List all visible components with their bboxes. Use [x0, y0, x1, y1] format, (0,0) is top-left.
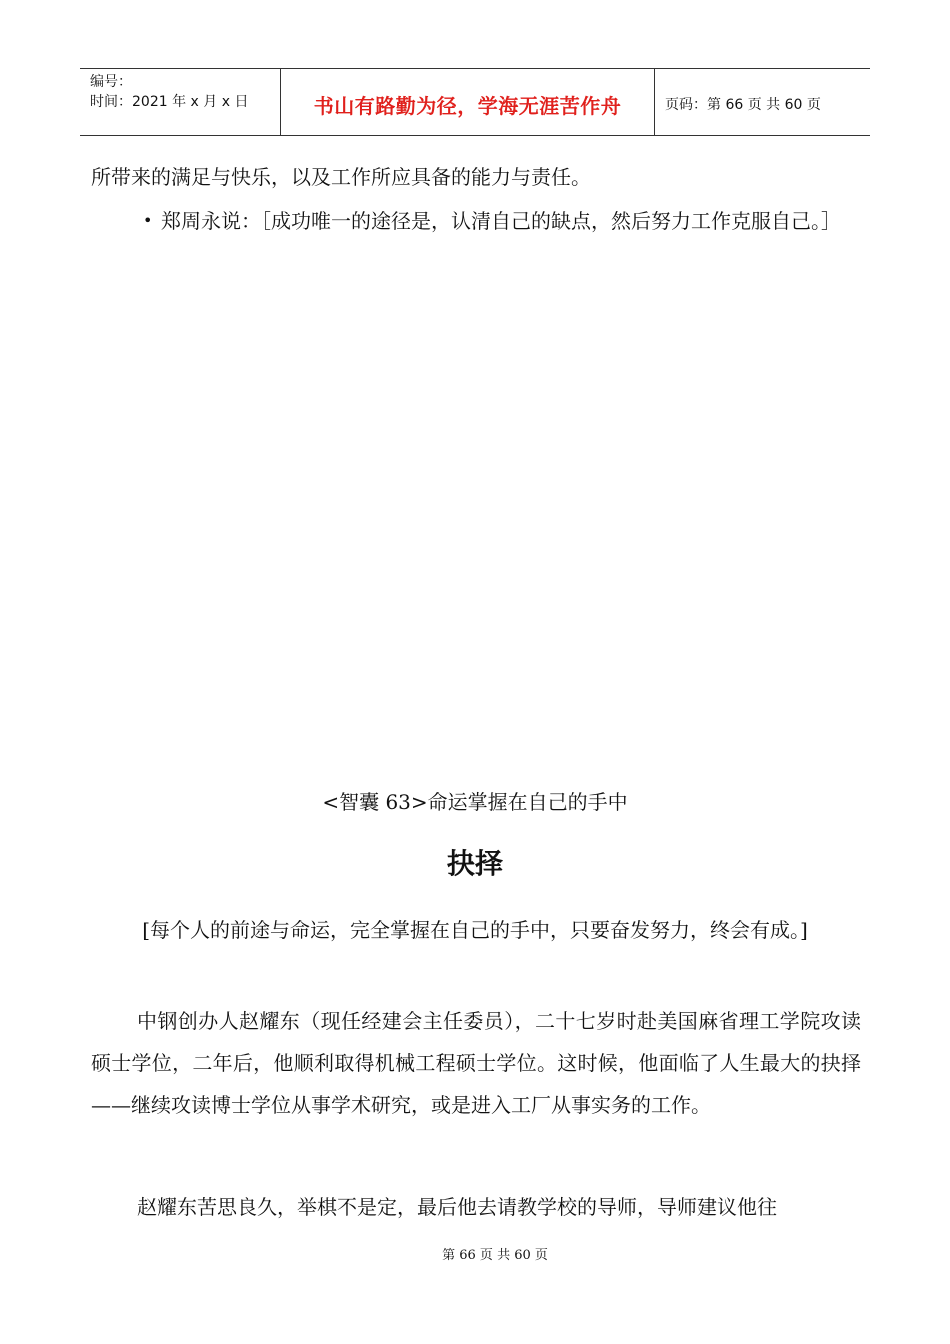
quote-bullet-item — [143, 200, 863, 242]
header-motto: 书山有路勤为径，学海无涯苦作舟 — [281, 69, 655, 135]
bullet-icon: • — [143, 211, 153, 230]
page-footer: 第 66 页 共 60 页 — [442, 1248, 548, 1263]
continuation-paragraph: 所带来的满足与快乐，以及工作所应具备的能力与责任。 — [91, 165, 591, 189]
section-label: <智囊 63>命运掌握在自己的手中 — [322, 790, 628, 814]
article-paragraph-2: 赵耀东苦思良久，举棋不是定，最后他去请教学校的导师，导师建议他往 — [137, 1195, 777, 1219]
document-date: 时间：2021 年 x 月 x 日 — [90, 94, 249, 110]
article-title: 抉择 — [446, 847, 503, 880]
page-header — [80, 68, 870, 136]
header-meta — [80, 69, 281, 135]
header-page-info: 页码：第 66 页 共 60 页 — [665, 97, 821, 113]
document-number-label: 编号： — [90, 74, 132, 90]
article-subtitle: [每个人的前途与命运，完全掌握在自己的手中，只要奋发努力，终会有成。] — [142, 918, 808, 942]
quote-text: 郑周永说：［成功唯一的途径是，认清自己的缺点，然后努力工作克服自己。］ — [161, 209, 841, 233]
article-paragraph-1: 中钢创办人赵耀东（现任经建会主任委员），二十七岁时赴美国麻省理工学院攻读硕士学位，二年后，他顺利取得机械工程硕士学位。这时候，他面临了人生最大的抉择——继续攻读博士学位从事学术研究，或是进入工厂从事实务的工作。 — [91, 1009, 861, 1117]
